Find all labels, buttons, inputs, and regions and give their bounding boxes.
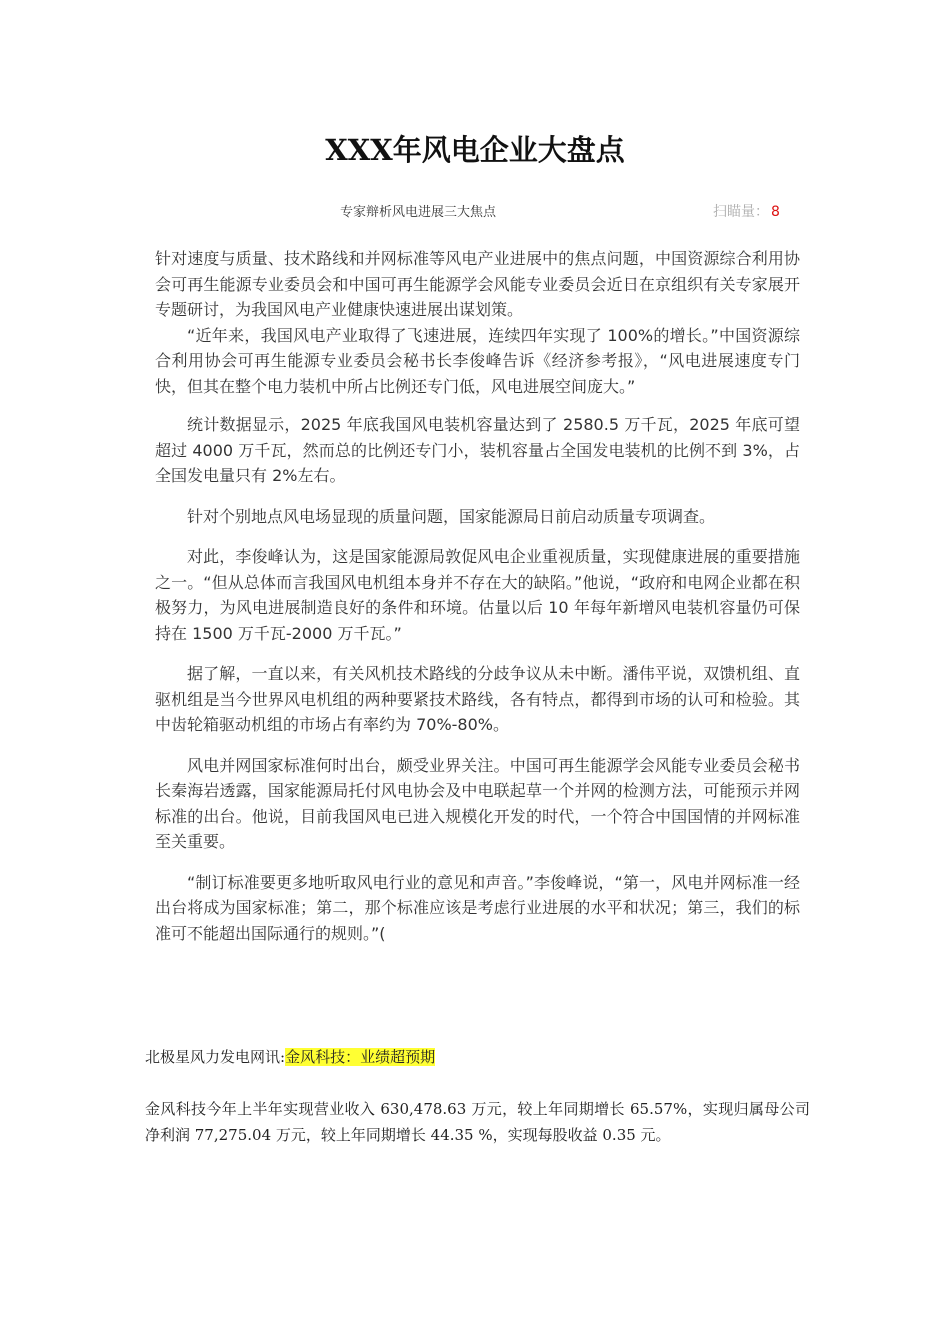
news-source: 北极星风力发电网讯: — [145, 1048, 286, 1066]
article-subtitle: 专家辩析风电进展三大焦点 — [340, 205, 497, 220]
paragraph: “近年来，我国风电产业取得了飞速进展，连续四年实现了 100%的增长。”中国资源综合利用协会可再生能源专业委员会秘书长李俊峰告诉《经济参考报》，“风电进展速度专门快，但其在整个电力装机中所占比例还专门低，风电进展空间庞大。” — [155, 325, 800, 396]
paragraph: “制订标准要更多地听取风电行业的意见和声音。”李俊峰说，“第一，风电并网标准一经出台将成为国家标准；第二，那个标准应该是考虑行业进展的水平和状况；第三，我们的标准可不能超出国际通行的规则。”( — [155, 872, 800, 943]
scan-count-label: 扫瞄量： — [713, 204, 769, 220]
paragraph: 风电并网国家标准何时出台，颇受业界关注。中国可再生能源学会风能专业委员会秘书长秦海岩透露，国家能源局托付风电协会及中电联起草一个并网的检测方法，可能预示并网标准的出台。他说，目前我国风电已进入规模化开发的时代，一个符合中国国情的并网标准至关重要。 — [155, 755, 800, 851]
article-body — [155, 246, 800, 961]
news-heading — [145, 1046, 435, 1067]
paragraph: 对此，李俊峰认为，这是国家能源局敦促风电企业重视质量，实现健康进展的重要措施之一。“但从总体而言我国风电机组本身并不存在大的缺陷。”他说，“政府和电网企业都在积极努力，为风电进展制造良好的条件和环境。估量以后 10 年每年新增风电装机容量仍可保持在 1500 万千瓦-2000 万千瓦。” — [155, 547, 800, 643]
scan-count-value: 8 — [771, 204, 780, 220]
paragraph: 针对速度与质量、技术路线和并网标准等风电产业进展中的焦点问题，中国资源综合利用协会可再生能源专业委员会和中国可再生能源学会风能专业委员会近日在京组织有关专家展开专题研讨，为我国风电产业健康快速进展出谋划策。 — [155, 249, 800, 319]
document-title: XXX年风电企业大盘点 — [325, 133, 625, 167]
news-headline-link[interactable]: 金风科技：业绩超预期 — [285, 1048, 436, 1066]
paragraph: 统计数据显示，2025 年底我国风电装机容量达到了 2580.5 万千瓦，2025 年底可望超过 4000 万千瓦，然而总的比例还专门小，装机容量占全国发电装机的比例不到 3%，占全国发电量只有 2%左右。 — [155, 415, 800, 485]
paragraph: 据了解，一直以来，有关风机技术路线的分歧争议从未中断。潘伟平说，双馈机组、直驱机组是当今世界风电机组的两种要紧技术路线，各有特点，都得到市场的认可和检验。其中齿轮箱驱动机组的市场占有率约为 70%-80%。 — [155, 664, 800, 734]
news-paragraph: 金风科技今年上半年实现营业收入 630,478.63 万元，较上年同期增长 65.57%，实现归属母公司净利润 77,275.04 万元，较上年同期增长 44.35 %，实现每股收益 0.35 元。 — [145, 1100, 810, 1144]
scan-count-line — [713, 201, 780, 221]
paragraph: 针对个别地点风电场显现的质量问题，国家能源局日前启动质量专项调查。 — [187, 506, 716, 526]
